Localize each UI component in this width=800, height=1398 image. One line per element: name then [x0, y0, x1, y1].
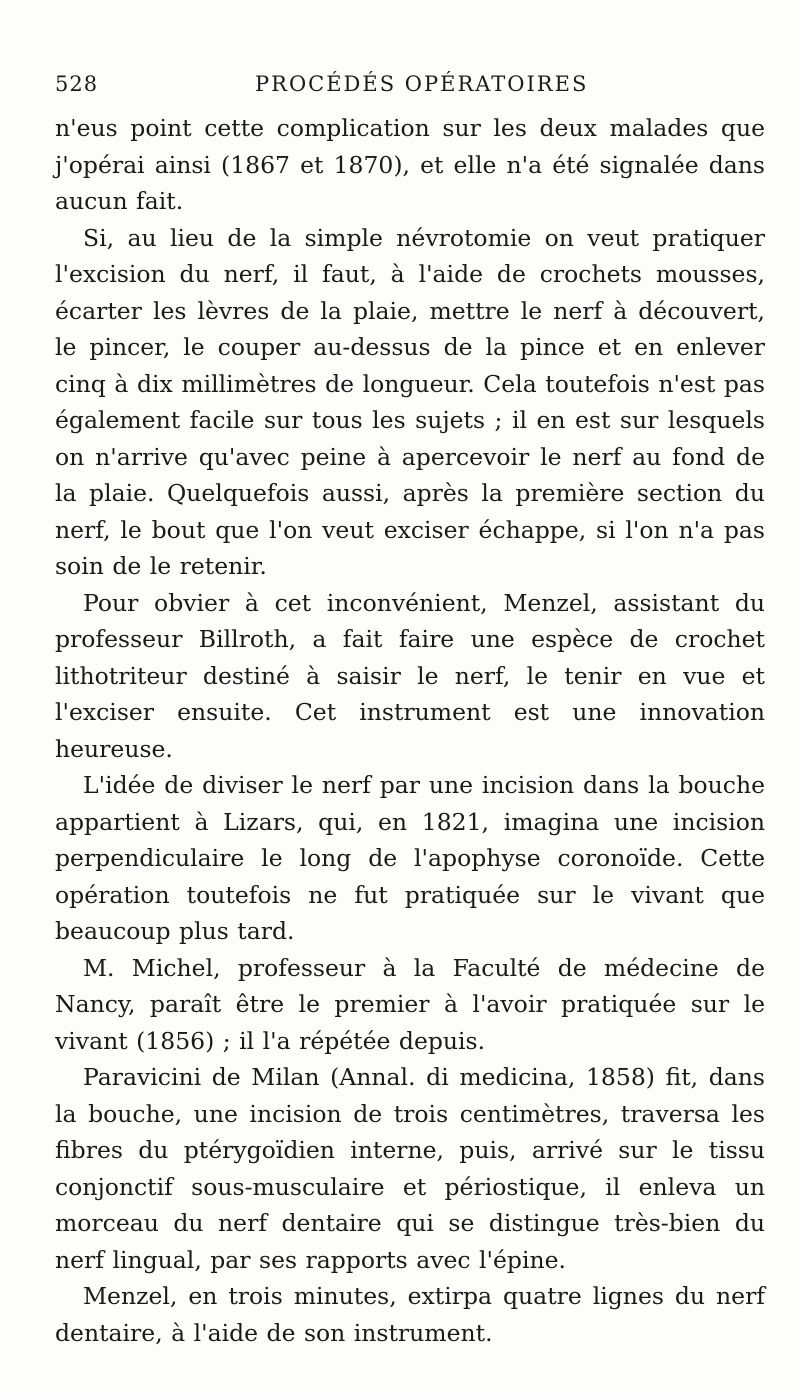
running-head	[55, 72, 755, 102]
body-text	[55, 110, 765, 1351]
paragraph-michel: M. Michel, professeur à la Faculté de médecine de Nancy, paraît être le premier à l'avoir pratiquée sur le vivant (1856) ; il l'a répétée depuis.	[55, 953, 765, 1055]
paragraph-paravicini: Paravicini de Milan (Annal. di medicina, 1858) fit, dans la bouche, une incision de trois centimètres, traversa les fibres du ptérygoïdien interne, puis, arrivé sur le tissu conjonctif sous-musculaire et périostique, il enleva un morceau du nerf dentaire qui se distingue très-bien du nerf lingual, par ses rapports avec l'épine.	[55, 1063, 765, 1274]
paragraph-menzel-extirpation: Menzel, en trois minutes, extirpa quatre lignes du nerf dentaire, à l'aide de son instrument.	[55, 1282, 765, 1347]
running-title: PROCÉDÉS OPÉRATOIRES	[255, 72, 589, 96]
paragraph-menzel-instrument: Pour obvier à cet inconvénient, Menzel, assistant du professeur Billroth, a fait faire une espèce de crochet lithotriteur destiné à saisir le nerf, le tenir en vue et l'exciser ensuite. Cet instrument est une innovation heureuse.	[55, 588, 765, 763]
paragraph-continuation: n'eus point cette complication sur les deux malades que j'opérai ainsi (1867 et 1870), et elle n'a été signalée dans aucun fait.	[55, 114, 765, 215]
page-number: 528	[55, 72, 99, 96]
paragraph-lizars: L'idée de diviser le nerf par une incision dans la bouche appartient à Lizars, qui, en 1821, imagina une incision perpendiculaire le long de l'apophyse coronoïde. Cette opération toutefois ne fut pratiquée sur le vivant que beaucoup plus tard.	[55, 771, 765, 945]
paragraph-excision: Si, au lieu de la simple névrotomie on veut pratiquer l'excision du nerf, il faut, à l'aide de crochets mousses, écarter les lèvres de la plaie, mettre le nerf à découvert, le pincer, le couper au-dessus de la pince et en enlever cinq à dix millimètres de longueur. Cela toutefois n'est pas également facile sur tous les sujets ; il en est sur lesquels on n'arrive qu'avec peine à apercevoir le nerf au fond de la plaie. Quelquefois aussi, après la première section du nerf, le bout que l'on veut exciser échappe, si l'on n'a pas soin de le retenir.	[55, 223, 765, 580]
